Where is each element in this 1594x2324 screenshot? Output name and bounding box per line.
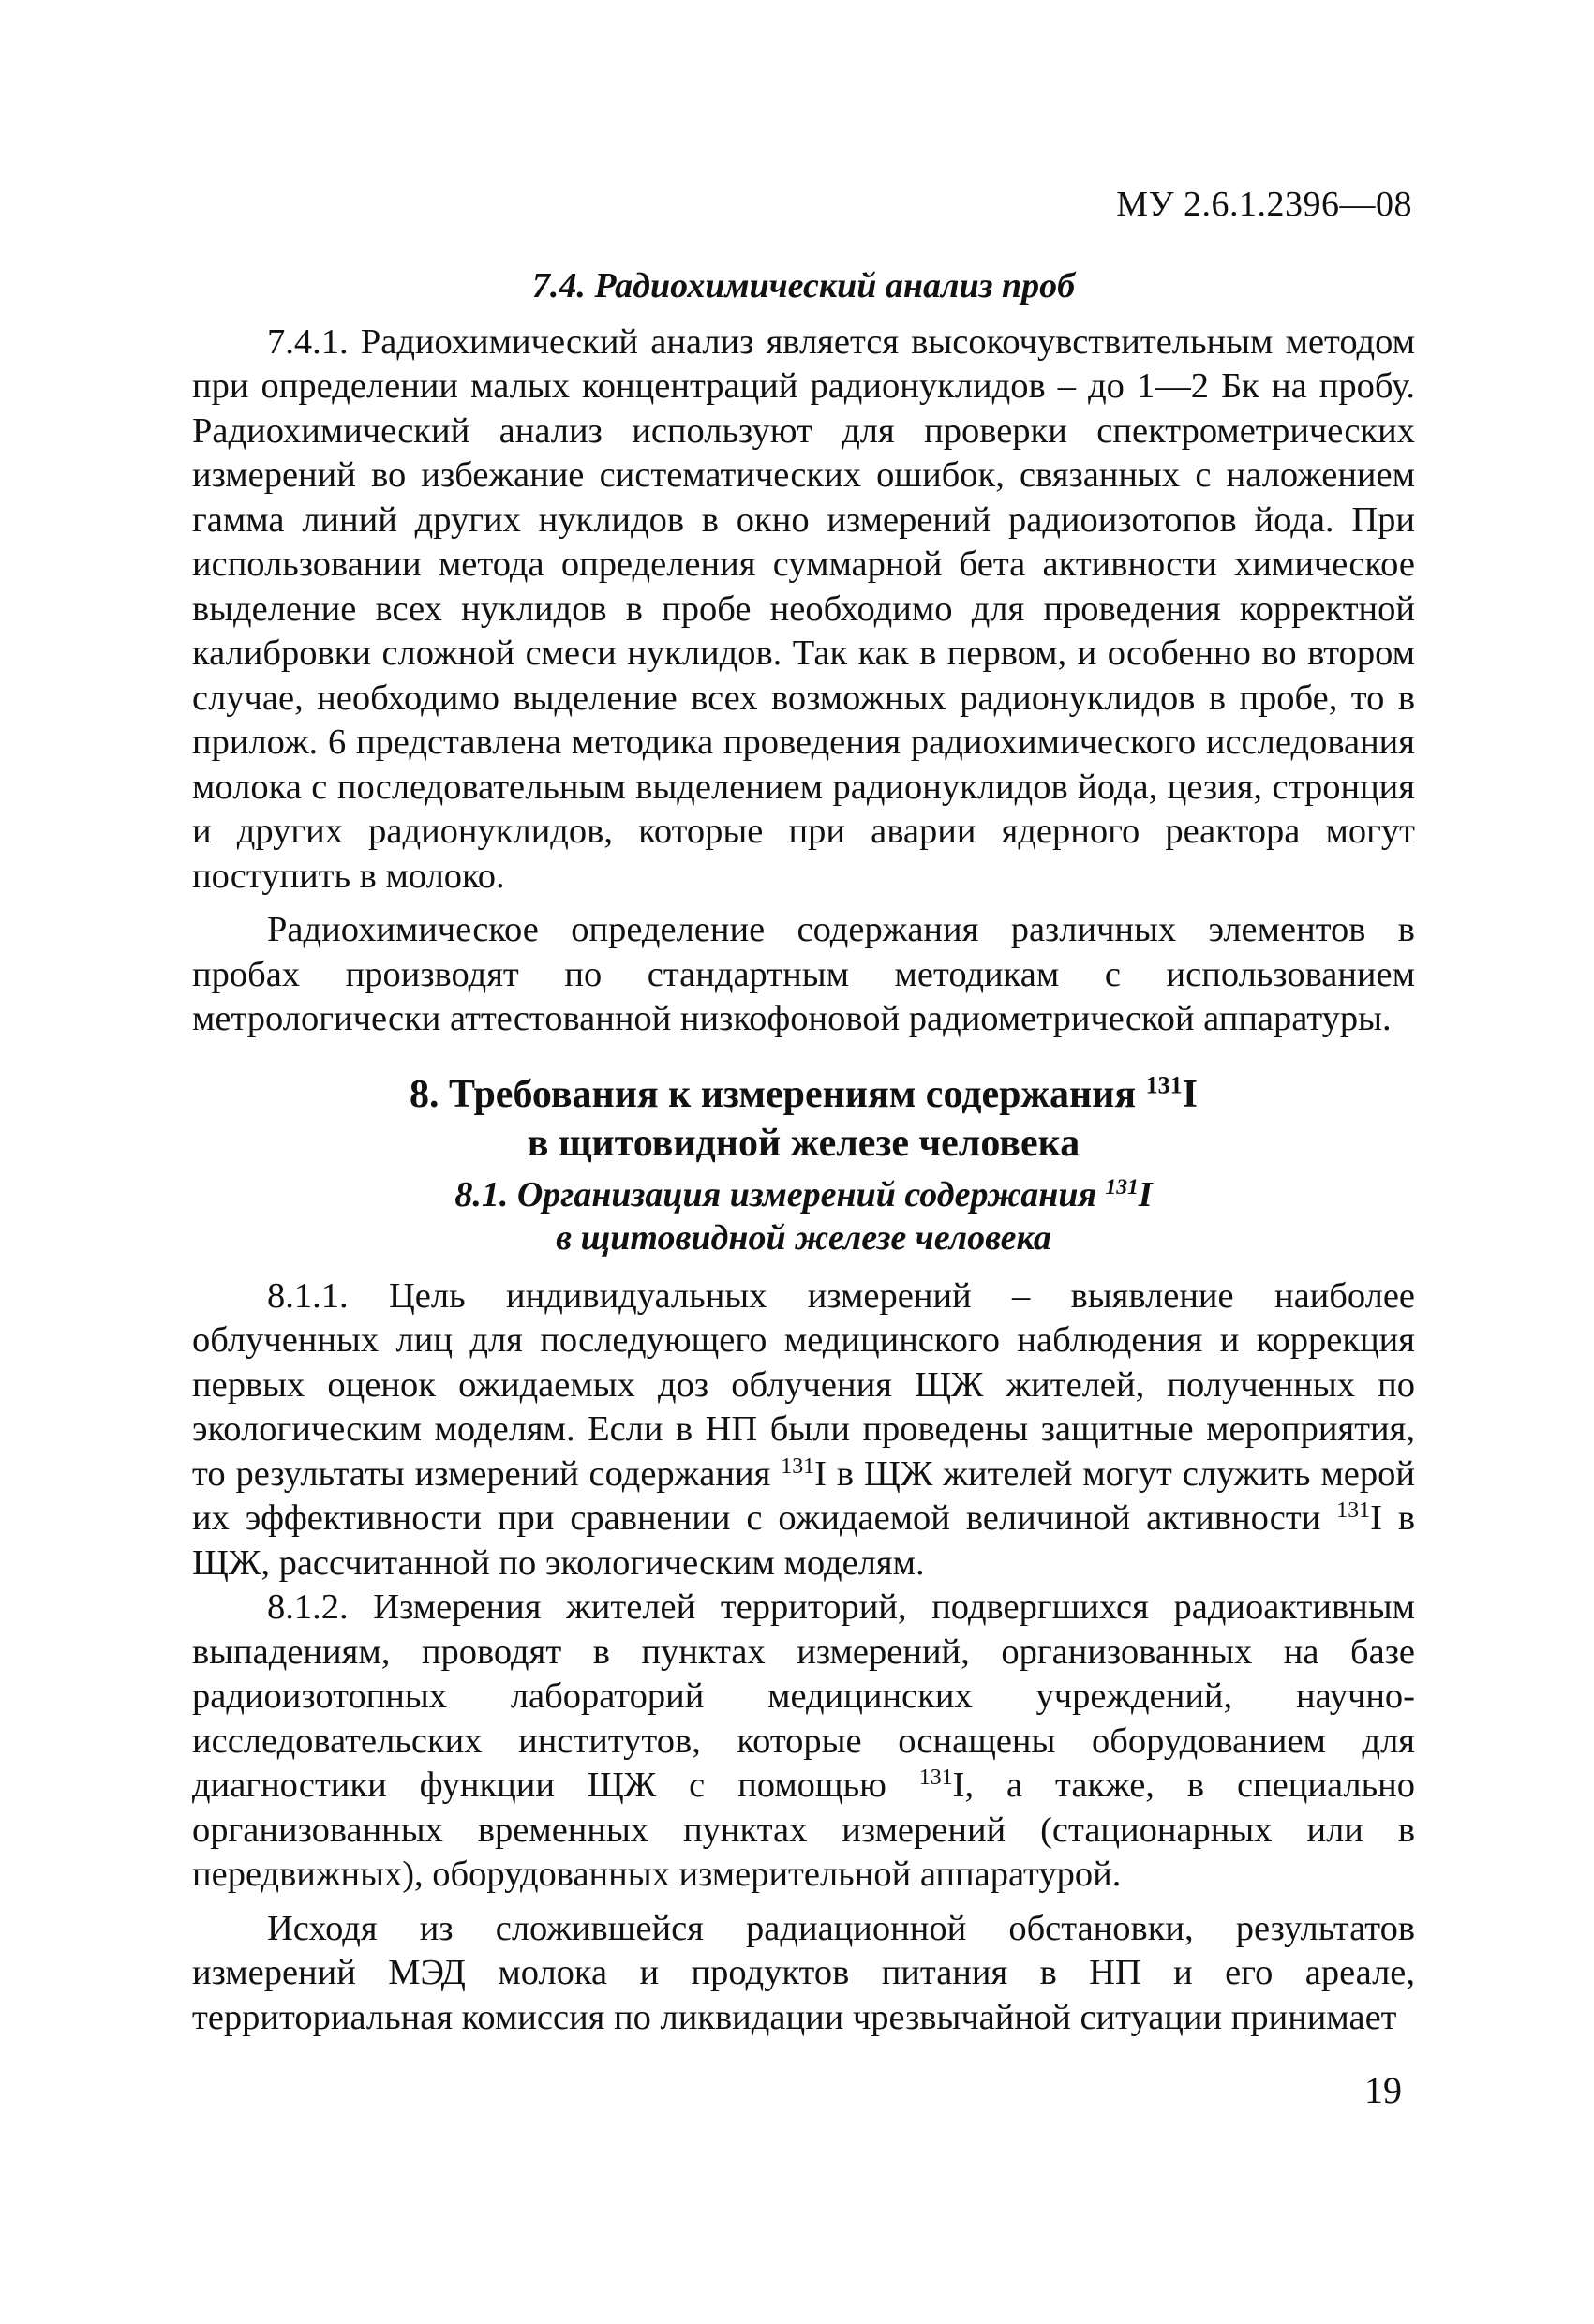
section-8-title-text: 8. Требования к измерениям содержания: [410, 1072, 1146, 1116]
section-8-title: [192, 1070, 1415, 1168]
section-8-1-title: [192, 1173, 1415, 1259]
section-8-title-line2: в щитовидной железе человека: [527, 1121, 1080, 1165]
section-8-1-title-text: 8.1. Организация измерений содержания: [454, 1174, 1106, 1214]
page-number: 19: [1364, 2069, 1402, 2111]
document-code: МУ 2.6.1.2396—08: [1116, 185, 1412, 224]
isotope-mass-number: 131: [781, 1453, 815, 1479]
paragraph-7-4-1: 7.4.1. Радиохимический анализ является высокочувствительным методом при определении малых концентраций радионуклидов – до 1—2 Бк на пробу. Радиохимический анализ используют для проверки спектрометрических измерений во избежание систематических ошибок, связанных с наложением гамма линий других нуклидов в окно измерений радиоизотопов йода. При использовании метода определения суммарной бета активности химическое выделение всех нуклидов в пробе необходимо для проведения корректной калибровки сложной смеси нуклидов. Так как в первом, и особенно во втором случае, необходимо выделение всех возможных радионуклидов в пробе, то в прилож. 6 представлена методика проведения радиохимического исследования молока с последовательным выделением радионуклидов йода, цезия, стронция и других радионуклидов, которые при аварии ядерного реактора могут поступить в молоко.: [192, 321, 1415, 896]
paragraph-8-1-1: [192, 1274, 1415, 1587]
paragraph-8-1-1-part2: I в ЩЖ жителей могут служить мерой их эффективности при сравнении с ожидаемой величиной активности: [192, 1453, 1415, 1538]
paragraph-7-4-2: Радиохимическое определение содержания различных элементов в пробах производят по стандартным методикам с использованием метрологически аттестованной низкофоновой радиометрической аппаратуры.: [192, 910, 1415, 1038]
page-body: [192, 264, 1415, 2040]
isotope-mass-number: 131: [1336, 1497, 1371, 1523]
paragraph-8-1-2: [192, 1586, 1415, 1898]
paragraph-8-1-2-part1: 8.1.2. Измерения жителей территорий, подвергшихся радиоактивным выпадениям, проводят в пунктах измерений, организованных на базе радиоизотопных лабораторий медицинских учреждений, научно-исследовательских институтов, которые оснащены оборудованием для диагностики функции ЩЖ с помощью: [192, 1587, 1415, 1805]
paragraph-8-1-1-part1: 8.1.1. Цель индивидуальных измерений – выявление наиболее облученных лиц для последующего медицинского наблюдения и коррекция первых оценок ожидаемых доз облучения ЩЖ жителей, полученных по экологическим моделям. Если в НП были проведены защитные мероприятия, то результаты измерений содержания: [192, 1275, 1415, 1494]
isotope-mass-number: 131: [1105, 1174, 1139, 1199]
section-7-4-title: 7.4. Радиохимический анализ проб: [531, 266, 1076, 305]
isotope-mass-number: 131: [1145, 1071, 1183, 1099]
isotope-mass-number: 131: [918, 1765, 953, 1790]
isotope-symbol: I: [1138, 1174, 1153, 1214]
section-8-1-title-line2: в щитовидной железе человека: [556, 1217, 1051, 1258]
paragraph-8-1-2-part2: I, а также, в специально организованных временных пунктах измерений (стационарных или в передвижных), оборудованных измерительной аппаратурой.: [192, 1765, 1415, 1894]
paragraph-8-1-1-part3: I в ЩЖ, рассчитанной по экологическим моделям.: [192, 1498, 1416, 1583]
paragraph-last: Исходя из сложившейся радиационной обстановки, результатов измерений МЭД молока и продуктов питания в НП и его ареале, территориальная комиссия по ликвидации чрезвычайной ситуации принимает: [192, 1908, 1415, 2037]
isotope-symbol: I: [1182, 1072, 1198, 1116]
